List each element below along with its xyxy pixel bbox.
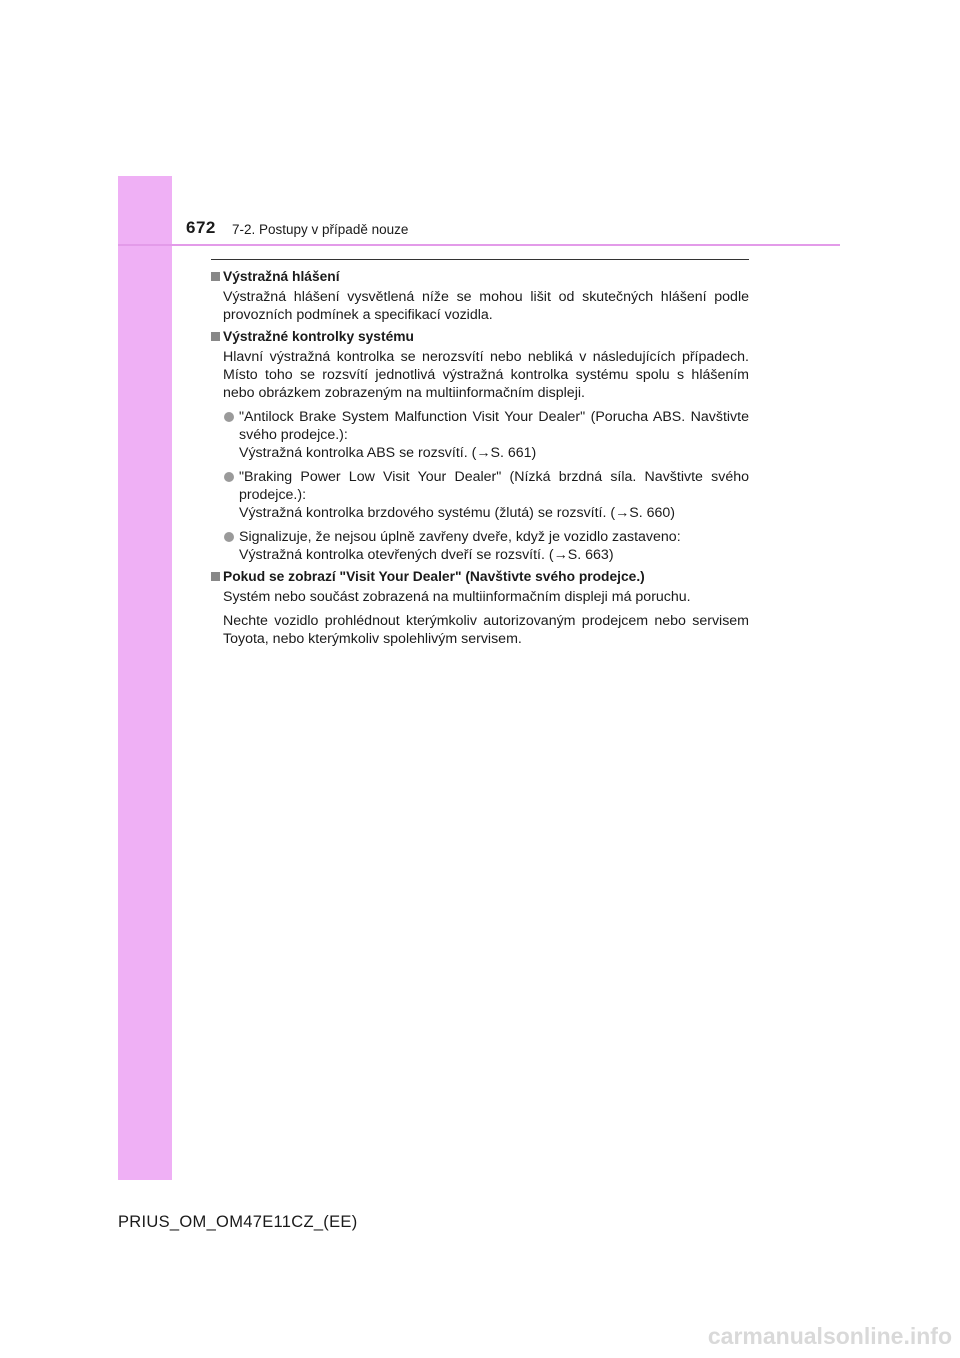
paragraph: Hlavní výstražná kontrolka se nerozsvítí nebo nebliká v následujících případech. Místo toho se rozsvítí jednotlivá výstražná kontrolka systému spolu s hlášením nebo obrázkem zobrazeným na multiinformačním displeji.	[223, 349, 749, 401]
square-bullet-icon	[211, 332, 220, 341]
paragraph: Nechte vozidlo prohlédnout kterýmkoliv autorizovaným prodejcem nebo servisem Toyota, nebo kterýmkoliv spolehlivým servisem.	[223, 613, 749, 647]
page-number: 672	[186, 218, 216, 237]
square-bullet-icon	[211, 572, 220, 581]
section-title: 7-2. Postupy v případě nouze	[232, 222, 409, 237]
paragraph: Systém nebo součást zobrazená na multiinformačním displeji má poruchu.	[223, 589, 691, 605]
content-top-rule	[211, 259, 749, 260]
paragraph: Výstražná hlášení vysvětlená níže se mohou lišit od skutečných hlášení podle provozních podmínek a specifikací vozidla.	[223, 289, 749, 323]
circle-bullet-icon	[224, 472, 234, 482]
header-divider	[118, 244, 840, 246]
heading-warning-messages: Výstražná hlášení	[211, 268, 749, 286]
square-bullet-icon	[211, 272, 220, 281]
document-code-footer: PRIUS_OM_OM47E11CZ_(EE)	[118, 1213, 358, 1231]
circle-bullet-icon	[224, 412, 234, 422]
side-color-band	[118, 176, 172, 1180]
heading-visit-dealer: Pokud se zobrazí "Visit Your Dealer" (Navštivte svého prodejce.)	[211, 568, 749, 586]
list-item: Signalizuje, že nejsou úplně zavřeny dveře, když je vozidlo zastaveno: Výstražná kontrolka otevřených dveří se rozsvítí. (→S. 663)	[211, 528, 749, 564]
circle-bullet-icon	[224, 532, 234, 542]
list-item: "Braking Power Low Visit Your Dealer" (Nízká brzdná síla. Navštivte svého prodejce.): Výstražná kontrolka brzdového systému (žlutá) se rozsvítí. (→S. 660)	[211, 468, 749, 522]
heading-system-warning-lights: Výstražné kontrolky systému	[211, 328, 749, 346]
watermark: carmanualsonline.info	[707, 1323, 952, 1349]
list-item: "Antilock Brake System Malfunction Visit Your Dealer" (Porucha ABS. Navštivte svého prodejce.): Výstražná kontrolka ABS se rozsvítí. (→S. 661)	[211, 408, 749, 462]
page-content	[211, 264, 749, 652]
